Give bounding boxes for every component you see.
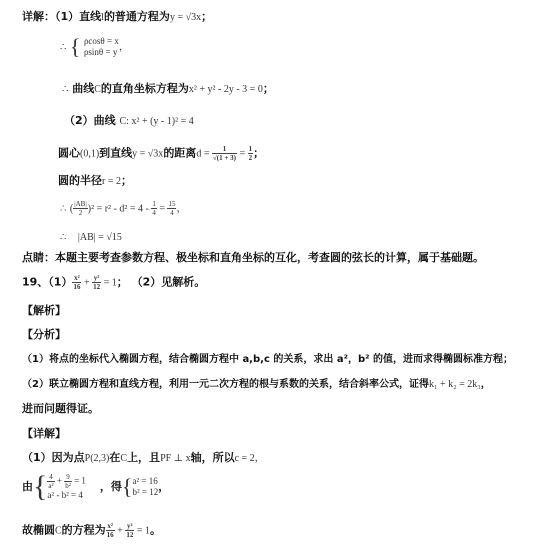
therefore-symbol: ∴ (60, 42, 67, 53)
fraction: $\frac{15}{4}$ (168, 200, 176, 217)
text: 轴，所以 (190, 451, 235, 464)
solution-line-8 (60, 230, 122, 245)
therefore-symbol: ∴ (60, 203, 67, 215)
therefore-symbol: ∴ (60, 232, 67, 243)
question-number: 19、（1） (22, 275, 73, 289)
solution-line-1 (22, 10, 212, 25)
solution-line-4 (64, 114, 194, 129)
system-rows (84, 36, 119, 58)
equation: x² + y² - 2y - 3 = 0 (188, 84, 263, 95)
heading-text: 详解：（1）直线 (22, 10, 102, 23)
text: ，得 (99, 480, 122, 493)
line-equation: y = √3x (132, 148, 164, 160)
text: 由 (22, 480, 33, 493)
text: 的普通方程为 (103, 10, 170, 23)
system-row: a² = 16 (132, 476, 158, 486)
answer-19 (22, 274, 205, 291)
punct: ， (480, 379, 491, 390)
system-row: $\frac{4}{\text{a²}}$ + $\frac{9}{\text{b²}}$ = 1 (48, 473, 86, 490)
fraction: $\frac{1}{√(1 + 3)}$ (212, 145, 236, 162)
equation: c = 2 (234, 453, 255, 464)
tip-line (22, 251, 484, 265)
system-rows (132, 476, 158, 498)
fraction: $\frac{\text{y²}}{12}$ (126, 522, 134, 539)
punct: ； (253, 146, 265, 160)
therefore-symbol: ∴ (62, 84, 69, 95)
system-row: a² - b² = 4 (47, 490, 83, 500)
system-row: ρcosθ = x (83, 36, 119, 46)
plus: + (114, 525, 126, 537)
center-point: (0,1) (80, 148, 100, 160)
tip-label: 点睛： (22, 251, 55, 264)
punct: ， (118, 42, 129, 53)
text: 在 (109, 451, 121, 464)
text: 曲线 (72, 82, 95, 95)
punct: ， (254, 453, 265, 464)
section-detail: 【详解】 (22, 427, 66, 440)
solution-line-6 (58, 174, 132, 189)
system-rows (47, 473, 85, 501)
solution-line-3 (62, 82, 274, 97)
text: 的直角坐标方程为 (100, 82, 189, 95)
punct: ； (262, 82, 274, 95)
text: 圆的半径 (58, 174, 102, 187)
analysis-line-3: 进而问题得证。 (22, 402, 99, 415)
fraction: $\frac{1}{2}$ (248, 145, 253, 162)
text: （2）联立椭圆方程和直线方程，利用一元二次方程的根与系数的关系，结合斜率公式，证得 (22, 379, 429, 390)
text: 上，且 (127, 451, 161, 464)
paren: ( (69, 203, 74, 215)
detail-line-1 (22, 451, 265, 466)
solution-line-5 (58, 145, 264, 162)
analysis-line-1: （1）将点的坐标代入椭圆方程，结合椭圆方程中 a,b,c 的关系，求出 a²，b² 的值，进而求得椭圆标准方程； (22, 354, 513, 365)
punct: ， (158, 480, 170, 493)
brace: { (121, 474, 133, 499)
text: 故椭圆 (22, 523, 55, 537)
detail-line-3 (22, 522, 161, 539)
text: ； （2）见解析。 (116, 275, 206, 289)
fraction: $\frac{\text{y²}}{12}$ (93, 274, 101, 291)
point: P(2,3) (84, 453, 110, 464)
distance-label: d = (196, 148, 212, 160)
parametric-system (60, 36, 129, 58)
equation: k₁ + k₂ = 2k₃ (428, 379, 481, 390)
text: （2）曲线 (64, 114, 116, 127)
brace: { (33, 470, 48, 503)
rhs: = 1 (134, 525, 150, 537)
section-breakdown: 【分析】 (22, 328, 66, 341)
equation: |AB| = √15 (77, 232, 122, 243)
equation: )² = r² - d² = 4 - (87, 203, 152, 215)
curve-symbol: C (55, 525, 62, 537)
text: 的方程为 (61, 523, 106, 537)
fraction: $\frac{|AB|}{2}$ (74, 200, 87, 217)
detail-line-2 (22, 472, 169, 502)
radius: r = 2 (102, 176, 121, 187)
fraction: $\frac{\text{x²}}{16}$ (106, 522, 114, 539)
brace: { (69, 34, 81, 59)
punct: ， (176, 203, 187, 215)
text: （1）因为点 (22, 451, 85, 464)
line-symbol: l (101, 12, 104, 23)
rhs: = 1 (101, 277, 117, 289)
plus: + (81, 277, 93, 289)
fraction: $\frac{1}{4}$ (152, 200, 156, 217)
equation: C: x² + (y - 1)² = 4 (119, 116, 194, 127)
punct: ； (120, 174, 132, 187)
solution-line-7 (60, 200, 186, 217)
equation: y = √3x (169, 12, 202, 23)
analysis-line-2 (22, 378, 491, 392)
system-row: ρsinθ = y (83, 47, 118, 57)
section-analysis: 【解析】 (22, 304, 66, 317)
fraction: $\frac{\text{x²}}{16}$ (73, 274, 81, 291)
curve-symbol: C (94, 84, 101, 95)
punct: ； (201, 10, 213, 23)
text: 圆心 (58, 146, 80, 160)
equals: = (156, 203, 168, 215)
curve-symbol: C (120, 453, 128, 464)
punct: 。 (149, 523, 161, 537)
text: 的距离 (163, 146, 197, 160)
tip-text: 本题主要考查参数方程、极坐标和直角坐标的互化，考查圆的弦长的计算，属于基础题。 (55, 251, 484, 264)
text: 到直线 (99, 146, 133, 160)
equals: = (236, 148, 248, 160)
perpendicular: PF ⊥ x (160, 453, 191, 464)
system-row: b² = 12 (132, 487, 159, 497)
